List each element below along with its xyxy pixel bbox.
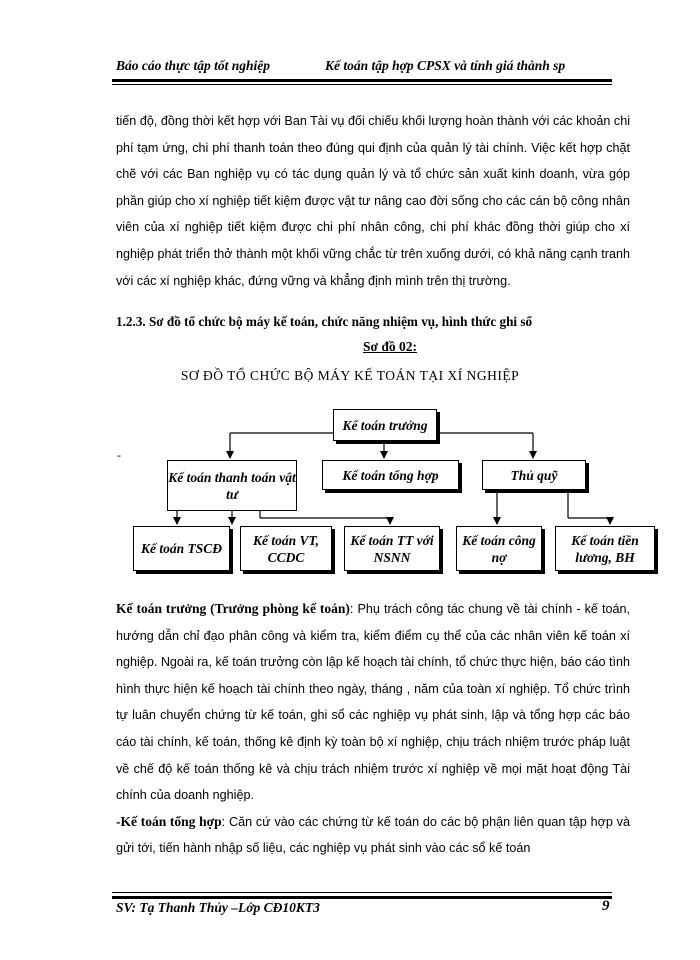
footer-rule-thin [112, 892, 612, 893]
paragraph-intro: tiến độ, đồng thời kết hợp với Ban Tài vụ đối chiếu khối lượng hoàn thành với các khoản chi phí tạm ứng, chi phí thanh toán theo đúng qui định của quản lý tài chính. Việc kết hợp chặt chẽ với các Ban nghiệp vụ có tác dụng quản lý và tổ chức sản xuất kinh doanh, vừa góp phần giúp cho xí nghiệp tiết kiệm được vật tư nâng cao đời sống cho các cán bộ công nhân viên của xí nghiệp tiết kiệm được chi phí nhân công, chi phí khác đồng thời giúp cho xí nghiệp phát triển thở thành một khối vững chắc từ trên xuống dưới, có khả năng cạnh tranh với các xí nghiệp khác, đứng vững và khẳng định mình trên thị trường. [116, 114, 630, 288]
box-fixed-assets: Kế toán TSCĐ [133, 526, 230, 571]
header-right: Kế toán tập hợp CPSX và tính giá thành sp [325, 58, 566, 73]
desc-general-title: -Kế toán tổng hợp [116, 813, 222, 829]
box-salary-insurance: Kế toán tiền lương, BH [555, 526, 655, 571]
diagram-label-text: Sơ đồ 02: [363, 339, 417, 354]
footer-student: SV: Tạ Thanh Thủy –Lớp CĐ10KT3 [116, 900, 320, 915]
header-left: Báo cáo thực tập tốt nghiệp [116, 58, 270, 73]
desc-chief-accountant [116, 596, 630, 809]
desc-chief-text: : Phụ trách công tác chung về tài chính - kế toán, hướng dẫn chỉ đạo phân công và kiểm tra, kiểm điểm cụ thể của các nhân viên kế toán xí nghiệp. Ngoài ra, kế toán trưởng còn lập kế hoạch tài chính, tổ chức thực hiện, báo cáo tình hình thực hiện kế hoạch tài chính theo ngày, tháng , năm của toàn xí nghiệp. Tổ chức trình tự luân chuyển chứng từ kế toán, ghi sổ các nghiệp vụ phát sinh, lập và tổng hợp các báo cáo tài chính, kế toán, thống kê định kỳ toàn bộ xí nghiệp, chịu trách nhiệm trước pháp luật về chế độ kế toán thống kê và chịu trách nhiệm trước xí nghiệp về mọi mặt hoạt động Tài chính của doanh nghiệp. [116, 602, 630, 803]
box-general-accountant: Kế toán tổng hợp [322, 460, 459, 490]
box-chief-accountant: Kế toán trưởng [333, 409, 437, 441]
page-number: 9 [602, 898, 610, 914]
diagram-title: SƠ ĐỒ TỔ CHỨC BỘ MÁY KẾ TOÁN TẠI XÍ NGHIỆP [180, 368, 520, 383]
stray-dash: - [117, 448, 121, 462]
box-state-budget: Kế toán TT với NSNN [344, 526, 440, 571]
role-descriptions [116, 596, 630, 862]
desc-general-text: : Căn cứ vào các chứng từ kế toán do các bộ phận liên quan tập hợp và gửi tới, tiến hành nhập số liệu, các nghiệp vụ phát sinh vào các sổ kế toán [116, 814, 630, 856]
section-heading: 1.2.3. Sơ đồ tổ chức bộ máy kế toán, chức năng nhiệm vụ, hình thức ghi sổ [116, 314, 533, 329]
box-payment-materials: Kế toán thanh toán vật tư [167, 460, 297, 511]
desc-chief-title: Kế toán trưởng (Trưởng phòng kế toán) [116, 601, 350, 616]
box-materials-tools: Kế toán VT, CCDC [240, 526, 332, 571]
box-treasurer: Thủ quỹ [482, 460, 586, 490]
footer-rule-thick [112, 896, 612, 899]
box-debts: Kế toán công nợ [456, 526, 542, 571]
desc-general-accountant [116, 809, 630, 862]
